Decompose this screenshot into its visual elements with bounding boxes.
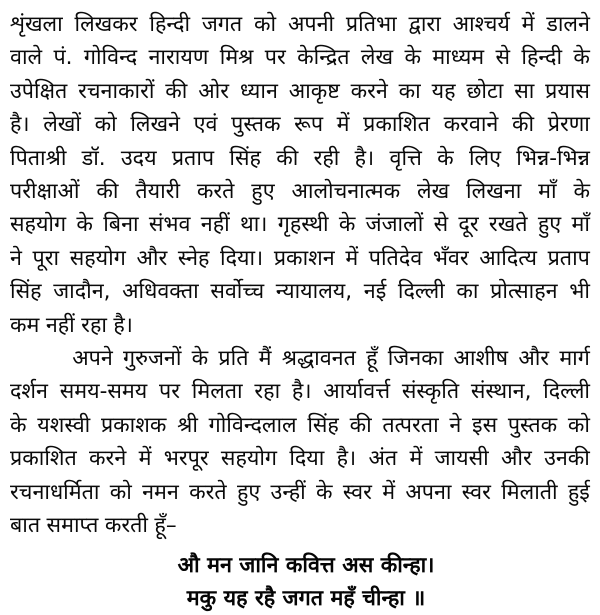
word: हूँ– <box>154 513 177 539</box>
word: माँ <box>571 212 590 238</box>
word: बिना <box>103 212 139 238</box>
word: करने <box>89 446 127 472</box>
word: करती <box>104 513 148 539</box>
word: का <box>398 78 421 104</box>
word: श्रद्धावनत <box>281 346 356 372</box>
word: के <box>191 346 209 372</box>
word: दिया <box>289 446 325 472</box>
word: के <box>437 145 454 171</box>
word: वृत्ति <box>389 145 422 171</box>
word: दूर <box>458 212 479 238</box>
word: गोविन्दलाल <box>208 412 297 438</box>
word: रचनाकारों <box>78 78 155 104</box>
word: मिलता <box>191 379 243 405</box>
word: जगत <box>201 12 243 37</box>
text-line <box>10 476 590 509</box>
word: जायसी <box>434 446 489 472</box>
word: आकृष्ट <box>288 78 340 104</box>
word: प्रकाशन <box>273 245 335 271</box>
word: आशीष <box>453 346 509 372</box>
word: हिन्दी <box>149 12 191 37</box>
paragraph <box>10 8 590 342</box>
text-line <box>10 509 590 542</box>
verse-line: मकु यह रहै जगत महँ चीन्हा ॥ <box>186 585 426 611</box>
word: भरपूर <box>163 446 209 472</box>
word: करवाने <box>443 112 499 138</box>
word: है। <box>113 312 133 338</box>
word: दर्शन <box>10 379 48 405</box>
word: स्वर <box>342 479 372 505</box>
text-line <box>10 175 590 208</box>
word: की <box>96 179 119 205</box>
word: की <box>349 412 372 438</box>
word: नहीं <box>45 312 75 338</box>
word: अधिवक्ता <box>122 279 199 305</box>
word: प्रयास <box>545 78 590 104</box>
word: जंजालों <box>365 212 424 238</box>
word: प्रताप <box>171 145 215 171</box>
word: में <box>521 12 535 37</box>
word: सिंह <box>10 279 42 305</box>
word: प्रतिभा <box>345 12 397 37</box>
word: ने <box>10 245 22 271</box>
document-body <box>10 8 590 615</box>
word: हूँ <box>366 346 378 372</box>
word: उनकी <box>544 446 590 472</box>
text-line <box>10 375 590 408</box>
word: प्रताप <box>547 245 590 271</box>
word: डॉ. <box>81 145 106 171</box>
word: नहीं <box>200 212 230 238</box>
word: हुए <box>251 179 275 205</box>
word: ध्यान <box>239 78 278 104</box>
word: उन्हीं <box>270 479 306 505</box>
word: के <box>404 45 421 71</box>
word: सहयोग <box>10 212 67 238</box>
text-line <box>10 41 590 74</box>
word: करते <box>196 179 235 205</box>
word: पूरा <box>32 245 60 271</box>
word: हुई <box>567 479 590 505</box>
text-line <box>10 442 590 475</box>
word: के <box>10 412 27 438</box>
word: वाले <box>10 45 43 71</box>
word: उपेक्षित <box>10 78 68 104</box>
word: तत्परता <box>382 412 439 438</box>
word: आलोचनात्मक <box>291 179 401 205</box>
text-line <box>10 309 590 342</box>
word: संस्थान, <box>470 379 532 405</box>
word: पुस्तक <box>231 112 281 138</box>
word: लिखना <box>466 179 522 205</box>
word: लिखकर <box>74 12 138 37</box>
word: से <box>495 45 511 71</box>
word: दिल्ली <box>543 379 590 405</box>
word: गुरुजनों <box>123 346 182 372</box>
word: स्वर <box>461 479 491 505</box>
word: श्री <box>177 412 198 438</box>
word: और <box>136 245 168 271</box>
word: प्रेरणा <box>547 112 590 138</box>
word: दिया। <box>220 245 264 271</box>
paragraph <box>10 342 590 542</box>
word: प्रकाशित <box>363 112 430 138</box>
word: रूप <box>294 112 324 138</box>
word: है। <box>10 112 30 138</box>
text-line <box>10 342 590 375</box>
text-line <box>10 142 590 175</box>
word: को <box>567 412 590 438</box>
text-line <box>10 409 590 442</box>
text-line <box>10 242 590 275</box>
word: द्वारा <box>408 12 441 37</box>
word: डालने <box>546 12 590 37</box>
word: पर <box>264 45 286 71</box>
word: रहा <box>81 312 107 338</box>
text-line <box>10 8 590 41</box>
word: आश्चर्य <box>452 12 510 37</box>
word: के <box>338 212 356 238</box>
word: संभव <box>148 212 191 238</box>
word: में <box>336 112 350 138</box>
word: प्रोत्साहन <box>490 279 558 305</box>
word: सा <box>514 78 535 104</box>
text-line <box>10 275 590 308</box>
word: ओर <box>198 78 229 104</box>
word: हिन्दी <box>521 45 563 71</box>
word: मिश्र <box>219 45 254 71</box>
word: नारायण <box>148 45 209 71</box>
word: लिए <box>468 145 502 171</box>
word: हुए <box>236 479 261 505</box>
word: शृंखला <box>10 12 63 37</box>
word: बात <box>10 513 41 539</box>
word: अपना <box>405 479 452 505</box>
word: नमन <box>142 479 179 505</box>
word: एवं <box>193 112 218 138</box>
word: मैं <box>258 346 272 372</box>
word: नई <box>363 279 387 305</box>
word: की <box>165 78 188 104</box>
word: सिंह <box>229 145 261 171</box>
word: माध्यम <box>432 45 485 71</box>
word: प्रति <box>218 346 249 372</box>
word: आदित्य <box>479 245 537 271</box>
word: अपनी <box>287 12 335 37</box>
word: करते <box>189 479 227 505</box>
word: भिन्न-भिन्न <box>516 145 590 171</box>
word: रही <box>313 145 340 171</box>
word: भी <box>569 279 590 305</box>
word: यह <box>431 78 456 104</box>
word: लिखने <box>130 112 180 138</box>
word: पं. <box>53 45 73 71</box>
word: पुस्तक <box>507 412 558 438</box>
word: यशस्वी <box>37 412 91 438</box>
word: लेख <box>417 179 450 205</box>
word: की <box>276 145 299 171</box>
word: छोटा <box>466 78 504 104</box>
word: के <box>573 179 590 205</box>
word: पर <box>159 379 181 405</box>
word: के <box>76 212 93 238</box>
word: अपने <box>72 346 113 372</box>
word: में <box>345 245 359 271</box>
word: सहयोग <box>220 446 278 472</box>
word: कम <box>10 312 40 338</box>
word: का <box>456 279 479 305</box>
word: स्नेह <box>177 245 210 271</box>
word: रहा <box>254 379 281 405</box>
word: प्रकाशक <box>100 412 167 438</box>
word: भँवर <box>432 245 469 271</box>
word: लेख <box>360 45 394 71</box>
word: लेखों <box>43 112 81 138</box>
word: अंत <box>368 446 398 472</box>
word: से <box>433 212 449 238</box>
word: इस <box>472 412 498 438</box>
word: संस्कृति <box>401 379 460 405</box>
word: ने <box>449 412 462 438</box>
word: उदय <box>120 145 157 171</box>
word: गोविन्द <box>83 45 138 71</box>
verse-line: औ मन जानि कवित्त अस कीन्हा। <box>177 552 435 578</box>
word: जादौन, <box>53 279 111 305</box>
word: में <box>382 479 396 505</box>
word: सहयोग <box>69 245 126 271</box>
word: रचनाधर्मिता <box>10 479 100 505</box>
word: माँ <box>538 179 557 205</box>
word: दिल्ली <box>397 279 445 305</box>
word: आर्यावर्त्त <box>323 379 391 405</box>
word: जिनका <box>387 346 444 372</box>
word: पतिदेव <box>368 245 423 271</box>
word: को <box>254 12 277 37</box>
word: न्यायालय, <box>275 279 353 305</box>
word: हुए <box>537 212 562 238</box>
word: परीक्षाओं <box>10 179 80 205</box>
word: और <box>518 346 550 372</box>
word: है। <box>354 145 375 171</box>
word: प्रकाशित <box>10 446 77 472</box>
word: गृहस्थी <box>277 212 329 238</box>
word: है। <box>336 446 357 472</box>
text-line <box>10 108 590 141</box>
text-line <box>10 75 590 108</box>
word: को <box>94 112 117 138</box>
word: सर्वोच्च <box>210 279 265 305</box>
word: था। <box>240 212 268 238</box>
word: में <box>138 446 152 472</box>
text-line <box>10 208 590 241</box>
word: मिलाती <box>501 479 558 505</box>
word: समय-समय <box>59 379 148 405</box>
word: में <box>409 446 423 472</box>
word: तैयारी <box>135 179 181 205</box>
word: के <box>316 479 333 505</box>
word: सिंह <box>307 412 339 438</box>
word: रखते <box>488 212 528 238</box>
word: है। <box>291 379 312 405</box>
word: की <box>511 112 535 138</box>
word: करने <box>350 78 388 104</box>
word: मार्ग <box>559 346 590 372</box>
word: समाप्त <box>46 513 99 539</box>
word: के <box>573 45 590 71</box>
word: पिताश्री <box>10 145 67 171</box>
word: और <box>500 446 532 472</box>
word: केन्द्रित <box>297 45 350 71</box>
word: को <box>109 479 132 505</box>
